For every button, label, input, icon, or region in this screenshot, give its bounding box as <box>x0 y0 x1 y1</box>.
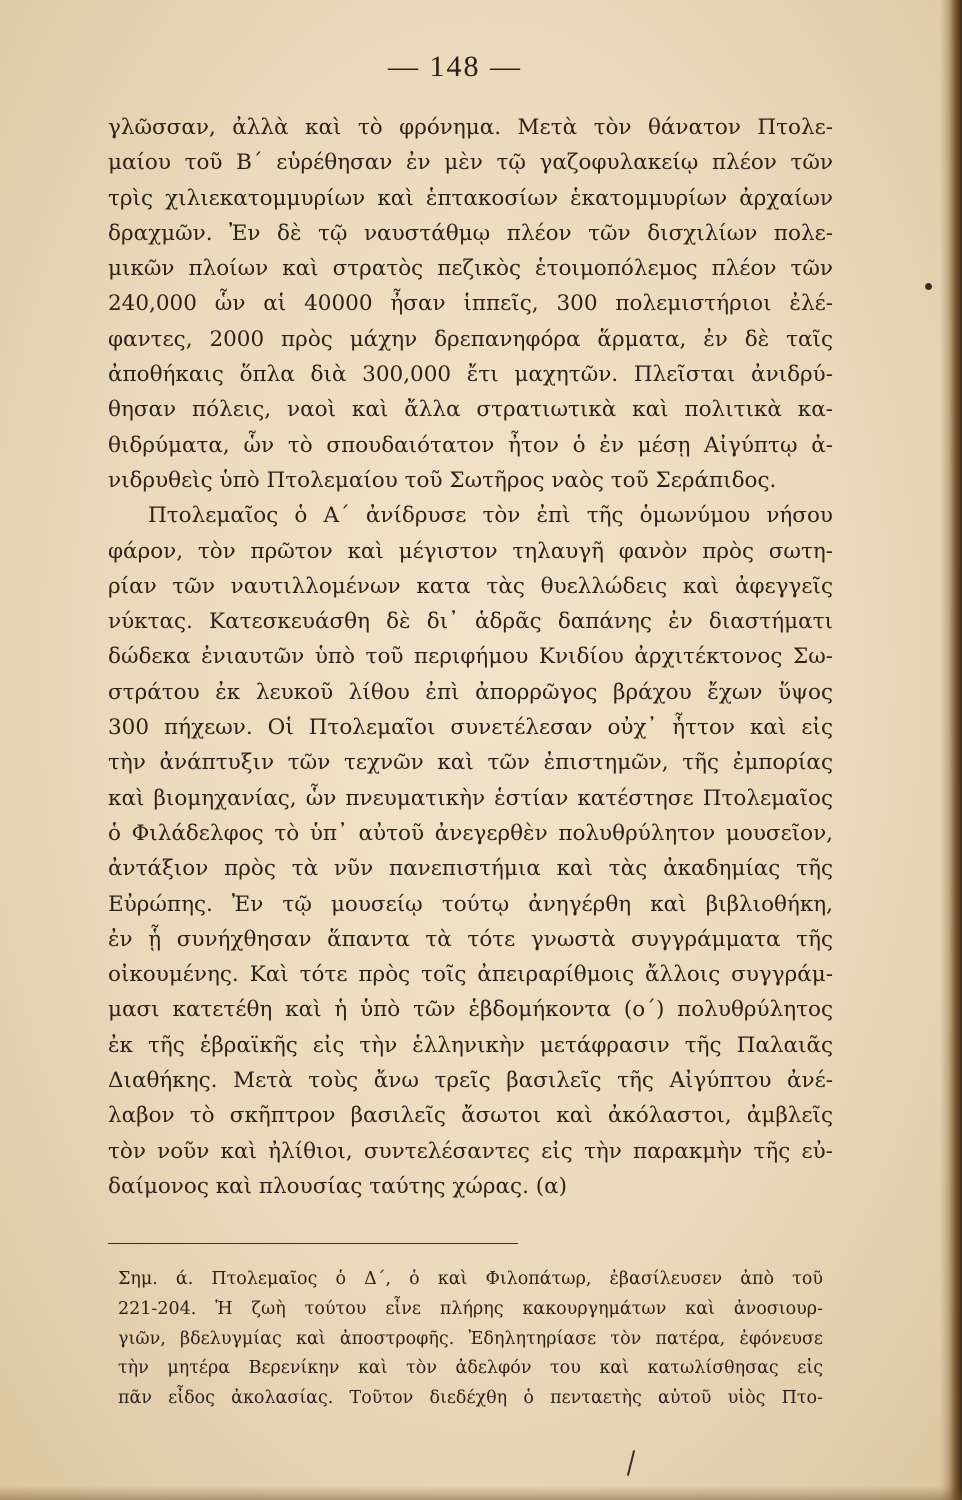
footnote-line: Σημ. ά. Πτολεμαῖος ὁ Δ΄, ὁ καὶ Φιλοπάτωρ, ἐβασίλευσεν ἀπὸ τοῦ <box>118 1269 823 1289</box>
text-line: καὶ βιομηχανίας, ὧν πνευματικὴν ἑστίαν κατέστησε Πτολεμαῖος <box>108 785 833 811</box>
text-line: τὸν νοῦν καὶ ἠλίθιοι, συντελέσαντες εἰς τὴν παρακμὴν τῆς εὐ- <box>108 1138 833 1164</box>
text-line: στράτου ἐκ λευκοῦ λίθου ἐπὶ ἀπορρῶγος βράχου ἔχων ὕψος <box>108 679 833 705</box>
footnote-line: τὴν μητέρα Βερενίκην καὶ τὸν ἀδελφόν του καὶ κατωλίσθησας εἰς <box>118 1358 823 1379</box>
text-line: ὁ Φιλάδελφος τὸ ὑπ᾽ αὐτοῦ ἀνεγερθὲν πολυθρύλητον μουσεῖον, <box>108 820 833 846</box>
text-line: ἀντάξιον πρὸς τὰ νῦν πανεπιστήμια καὶ τὰς ἀκαδημίας τῆς <box>108 856 833 882</box>
text-line: φαντες, 2000 πρὸς μάχην δρεπανηφόρα ἅρματα, ἐν δὲ ταῖς <box>108 326 833 352</box>
text-line: μασι κατετέθη καὶ ἡ ὑπὸ τῶν ἑβδομήκοντα (ο΄) πολυθρύλητος <box>108 997 833 1023</box>
text-line: ἀποθήκαις ὅπλα διὰ 300,000 ἔτι μαχητῶν. Πλεῖσται ἀνιδρύ- <box>108 362 833 388</box>
text-line: ρίαν τῶν ναυτιλλομένων κατα τὰς θυελλώδεις καὶ ἀφεγγεῖς <box>108 573 833 599</box>
text-line: μαίου τοῦ Β΄ εὑρέθησαν ἐν μὲν τῷ γαζοφυλακείῳ πλέον τῶν <box>108 150 833 176</box>
page-bottom-shadow <box>0 1486 962 1500</box>
page-number: — 148 — <box>388 50 522 83</box>
text-line: Πτολεμαῖος ὁ Α΄ ἀνίδρυσε τὸν ἐπὶ τῆς ὁμωνύμου νήσου <box>148 503 833 529</box>
pen-mark <box>627 1450 635 1476</box>
footnote <box>118 1265 823 1414</box>
text-line: δαίμονος καὶ πλουσίας ταύτης χώρας. (α) <box>108 1173 568 1199</box>
text-line: 300 πήχεων. Οἱ Πτολεμαῖοι συνετέλεσαν οὐχ᾽ ἧττον καὶ εἰς <box>108 715 833 741</box>
text-line: φάρον, τὸν πρῶτον καὶ μέγιστον τηλαυγῆ φανὸν πρὸς σωτη- <box>108 538 833 564</box>
text-line: οἰκουμένης. Καὶ τότε πρὸς τοῖς ἀπειραρίθμοις ἄλλοις συγγράμ- <box>108 962 833 988</box>
text-line: δραχμῶν. Ἐν δὲ τῷ ναυστάθμῳ πλέον τῶν δισχιλίων πολε- <box>108 220 833 246</box>
text-line: ἐν ᾗ συνήχθησαν ἅπαντα τὰ τότε γνωστὰ συγγράμματα τῆς <box>108 926 833 952</box>
text-line: τρὶς χιλιεκατομμυρίων καὶ ἑπτακοσίων ἑκατομμυρίων ἀρχαίων <box>108 185 833 211</box>
text-line: Διαθήκης. Μετὰ τοὺς ἄνω τρεῖς βασιλεῖς τῆς Αἰγύπτου ἀνέ- <box>108 1068 833 1094</box>
main-text <box>108 110 833 1204</box>
text-line: 240,000 ὧν αἱ 40000 ἦσαν ἱππεῖς, 300 πολεμιστήριοι ἐλέ- <box>108 291 833 317</box>
text-line: μικῶν πλοίων καὶ στρατὸς πεζικὸς ἑτοιμοπόλεμος πλέον τῶν <box>108 256 833 282</box>
text-line: θησαν πόλεις, ναοὶ καὶ ἄλλα στρατιωτικὰ καὶ πολιτικὰ κα- <box>108 397 833 423</box>
ink-spot <box>925 283 932 290</box>
text-line: νιδρυθεὶς ὑπὸ Πτολεμαίου τοῦ Σωτῆρος ναὸς τοῦ Σεράπιδος. <box>108 467 777 493</box>
page-edge-shadow <box>940 0 962 1500</box>
text-line: θιδρύματα, ὧν τὸ σπουδαιότατον ἦτον ὁ ἐν μέσῃ Αἰγύπτῳ ἀ- <box>108 432 833 458</box>
text-line: νύκτας. Κατεσκευάσθη δὲ δι᾽ ἁδρᾶς δαπάνης ἐν διαστήματι <box>108 609 833 635</box>
footnote-line: πᾶν εἶδος ἀκολασίας. Τοῦτον διεδέχθη ὁ πενταετὴς αὐτοῦ υἱὸς Πτο- <box>118 1388 823 1409</box>
text-line: Εὐρώπης. Ἐν τῷ μουσείῳ τούτῳ ἀνηγέρθη καὶ βιβλιοθήκη, <box>108 891 833 917</box>
text-line: γλῶσσαν, ἀλλὰ καὶ τὸ φρόνημα. Μετὰ τὸν θάνατον Πτολε- <box>108 115 833 140</box>
footnote-divider <box>108 1243 518 1244</box>
footnote-line: γιῶν, βδελυγμίας καὶ ἀποστροφῆς. Ἐδηλητηρίασε τὸν πατέρα, ἐφόνευσε <box>118 1328 823 1349</box>
text-line: τὴν ἀνάπτυξιν τῶν τεχνῶν καὶ τῶν ἐπιστημῶν, τῆς ἐμπορίας <box>108 750 833 776</box>
text-line: ἐκ τῆς ἑβραϊκῆς εἰς τὴν ἑλληνικὴν μετάφρασιν τῆς Παλαιᾶς <box>108 1032 833 1058</box>
text-line: δώδεκα ἐνιαυτῶν ὑπὸ τοῦ περιφήμου Κνιδίου ἀρχιτέκτονος Σω- <box>108 644 833 670</box>
text-line: λαβον τὸ σκῆπτρον βασιλεῖς ἄσωτοι καὶ ἀκόλαστοι, ἀμβλεῖς <box>108 1103 833 1129</box>
footnote-line: 221-204. Ἡ ζωὴ τούτου εἶνε πλήρης κακουργημάτων καὶ ἀνοσιουρ- <box>118 1298 823 1319</box>
